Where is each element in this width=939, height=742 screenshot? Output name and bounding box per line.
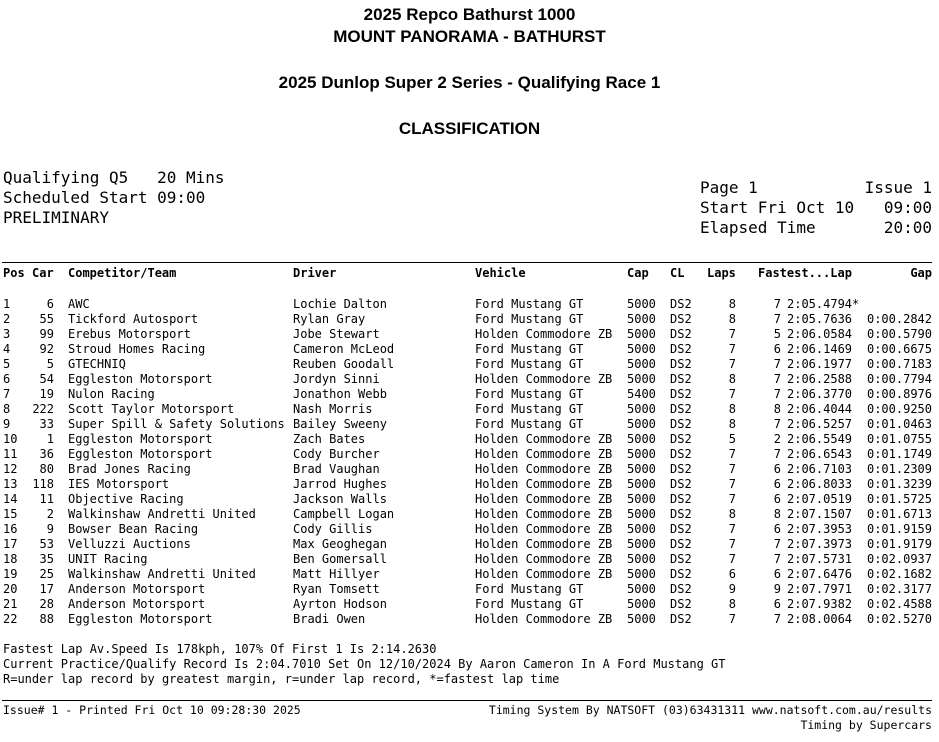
vehicle-cell: Holden Commodore ZB	[475, 477, 613, 491]
vehicle-cell: Ford Mustang GT	[475, 297, 584, 311]
table-row	[0, 477, 939, 492]
fastest-lap-number-cell: 7	[773, 537, 781, 551]
team-cell: Eggleston Motorsport	[68, 432, 213, 446]
gap-cell: 0:01.2309	[866, 462, 932, 476]
fastest-lap-time-cell: 2:07.3973	[787, 537, 853, 551]
cap-cell: 5000	[627, 327, 656, 341]
fastest-lap-time-cell: 2:08.0064	[787, 612, 853, 626]
class-cell: DS2	[670, 582, 692, 596]
col-vehicle: Vehicle	[475, 266, 526, 280]
class-cell: DS2	[670, 297, 692, 311]
laps-cell: 8	[728, 507, 736, 521]
vehicle-cell: Holden Commodore ZB	[475, 567, 613, 581]
class-cell: DS2	[670, 312, 692, 326]
fastest-lap-time-cell: 2:06.1469	[787, 342, 853, 356]
laps-cell: 8	[728, 417, 736, 431]
cap-cell: 5000	[627, 402, 656, 416]
team-cell: Eggleston Motorsport	[68, 372, 213, 386]
table-row	[0, 417, 939, 432]
table-row	[0, 402, 939, 417]
fastest-lap-number-cell: 9	[773, 582, 781, 596]
pos-cell: 13	[3, 477, 18, 491]
vehicle-cell: Holden Commodore ZB	[475, 612, 613, 626]
driver-cell: Cody Gillis	[293, 522, 373, 536]
class-cell: DS2	[670, 387, 692, 401]
session-info: Qualifying Q5 20 Mins	[3, 168, 225, 187]
gap-cell: 0:00.2842	[866, 312, 932, 326]
pos-cell: 11	[3, 447, 18, 461]
car-number-cell: 6	[46, 297, 54, 311]
class-cell: DS2	[670, 417, 692, 431]
team-cell: Walkinshaw Andretti United	[68, 567, 256, 581]
pos-cell: 15	[3, 507, 18, 521]
laps-cell: 7	[728, 387, 736, 401]
table-row	[0, 357, 939, 372]
driver-cell: Ben Gomersall	[293, 552, 387, 566]
cap-cell: 5000	[627, 537, 656, 551]
car-number-cell: 99	[39, 327, 54, 341]
pos-cell: 8	[3, 402, 11, 416]
vehicle-cell: Ford Mustang GT	[475, 387, 584, 401]
fastest-lap-time-cell: 2:07.0519	[787, 492, 853, 506]
laps-cell: 7	[728, 552, 736, 566]
cap-cell: 5000	[627, 357, 656, 371]
table-row	[0, 597, 939, 612]
class-cell: DS2	[670, 597, 692, 611]
venue-title: MOUNT PANORAMA - BATHURST	[333, 27, 606, 46]
laps-cell: 7	[728, 447, 736, 461]
laps-cell: 9	[728, 582, 736, 596]
elapsed-value: 20:00	[883, 218, 932, 237]
vehicle-cell: Ford Mustang GT	[475, 312, 584, 326]
col-gap: Gap	[910, 266, 932, 280]
start-label: Start Fri Oct 10	[700, 198, 855, 217]
table-row	[0, 582, 939, 597]
cap-cell: 5000	[627, 522, 656, 536]
car-number-cell: 2	[46, 507, 54, 521]
driver-cell: Bradi Owen	[293, 612, 366, 626]
team-cell: Objective Racing	[68, 492, 184, 506]
laps-cell: 7	[728, 477, 736, 491]
col-fastest-lap: Fastest...Lap	[758, 266, 852, 280]
fastest-lap-number-cell: 6	[773, 522, 781, 536]
gap-cell: 0:01.0755	[866, 432, 932, 446]
fastest-lap-number-cell: 7	[773, 357, 781, 371]
car-number-cell: 55	[39, 312, 54, 326]
fastest-lap-time-cell: 2:06.7103	[787, 462, 853, 476]
pos-cell: 2	[3, 312, 11, 326]
fastest-lap-time-cell: 2:06.5257	[787, 417, 853, 431]
fastest-lap-time-cell: 2:06.4044	[787, 402, 853, 416]
car-number-cell: 19	[39, 387, 54, 401]
gap-cell: 0:01.5725	[866, 492, 932, 506]
pos-cell: 7	[3, 387, 11, 401]
driver-cell: Rylan Gray	[293, 312, 366, 326]
cap-cell: 5000	[627, 417, 656, 431]
timing-by: Timing by Supercars	[800, 718, 932, 732]
car-number-cell: 33	[39, 417, 54, 431]
table-row	[0, 612, 939, 627]
vehicle-cell: Holden Commodore ZB	[475, 372, 613, 386]
vehicle-cell: Ford Mustang GT	[475, 597, 584, 611]
gap-cell: 0:00.8976	[866, 387, 932, 401]
driver-cell: Cameron McLeod	[293, 342, 395, 356]
driver-cell: Ayrton Hodson	[293, 597, 387, 611]
page-number: Page 1	[700, 178, 758, 197]
fastest-lap-time-cell: 2:06.0584	[787, 327, 853, 341]
col-cl: CL	[670, 266, 685, 280]
cap-cell: 5000	[627, 432, 656, 446]
car-number-cell: 35	[39, 552, 54, 566]
team-cell: Stroud Homes Racing	[68, 342, 206, 356]
fastest-lap-time-cell: 2:06.8033	[787, 477, 853, 491]
laps-cell: 7	[728, 492, 736, 506]
table-row	[0, 492, 939, 507]
vehicle-cell: Ford Mustang GT	[475, 357, 584, 371]
cap-cell: 5000	[627, 372, 656, 386]
series-title: 2025 Dunlop Super 2 Series - Qualifying Race 1	[278, 73, 661, 92]
cap-cell: 5000	[627, 507, 656, 521]
driver-cell: Bailey Sweeny	[293, 417, 387, 431]
laps-cell: 6	[728, 567, 736, 581]
pos-cell: 9	[3, 417, 11, 431]
fastest-lap-time-cell: 2:07.6476	[787, 567, 853, 581]
vehicle-cell: Holden Commodore ZB	[475, 492, 613, 506]
pos-cell: 10	[3, 432, 18, 446]
driver-cell: Lochie Dalton	[293, 297, 387, 311]
driver-cell: Nash Morris	[293, 402, 373, 416]
pos-cell: 1	[3, 297, 11, 311]
gap-cell: 0:00.6675	[866, 342, 932, 356]
car-number-cell: 53	[39, 537, 54, 551]
cap-cell: 5000	[627, 567, 656, 581]
pos-cell: 22	[3, 612, 18, 626]
driver-cell: Jackson Walls	[293, 492, 387, 506]
gap-cell: 0:02.5270	[866, 612, 932, 626]
team-cell: Tickford Autosport	[68, 312, 199, 326]
fastest-lap-number-cell: 6	[773, 477, 781, 491]
fastest-lap-number-cell: 5	[773, 327, 781, 341]
car-number-cell: 92	[39, 342, 54, 356]
fastest-lap-time-cell: 2:06.5549	[787, 432, 853, 446]
fastest-lap-time-cell: 2:07.9382	[787, 597, 853, 611]
header-divider	[2, 262, 932, 263]
team-cell: Walkinshaw Andretti United	[68, 507, 256, 521]
team-cell: AWC	[68, 297, 90, 311]
class-cell: DS2	[670, 462, 692, 476]
gap-cell: 0:02.1682	[866, 567, 932, 581]
team-cell: Scott Taylor Motorsport	[68, 402, 235, 416]
fastest-lap-time-cell: 2:06.2588	[787, 372, 853, 386]
fastest-lap-number-cell: 7	[773, 612, 781, 626]
fastest-lap-number-cell: 7	[773, 312, 781, 326]
section-title: CLASSIFICATION	[398, 119, 541, 138]
gap-cell: 0:01.0463	[866, 417, 932, 431]
gap-cell: 0:02.3177	[866, 582, 932, 596]
team-cell: Eggleston Motorsport	[68, 447, 213, 461]
laps-cell: 8	[728, 402, 736, 416]
cap-cell: 5000	[627, 597, 656, 611]
table-row	[0, 522, 939, 537]
class-cell: DS2	[670, 552, 692, 566]
car-number-cell: 25	[39, 567, 54, 581]
vehicle-cell: Holden Commodore ZB	[475, 537, 613, 551]
fastest-lap-time-cell: 2:07.3953	[787, 522, 853, 536]
vehicle-cell: Holden Commodore ZB	[475, 507, 613, 521]
car-number-cell: 5	[46, 357, 54, 371]
fastest-lap-time-cell: 2:06.1977	[787, 357, 853, 371]
pos-cell: 20	[3, 582, 18, 596]
gap-cell: 0:01.6713	[866, 507, 932, 521]
pos-cell: 3	[3, 327, 11, 341]
gap-cell: 0:01.3239	[866, 477, 932, 491]
pos-cell: 21	[3, 597, 18, 611]
laps-cell: 8	[728, 312, 736, 326]
pos-cell: 5	[3, 357, 11, 371]
team-cell: Brad Jones Racing	[68, 462, 191, 476]
issue-number: Issue 1	[864, 178, 932, 197]
fastest-lap-number-cell: 6	[773, 567, 781, 581]
laps-cell: 7	[728, 537, 736, 551]
table-row	[0, 447, 939, 462]
fastest-lap-time-cell: 2:05.7636	[787, 312, 853, 326]
vehicle-cell: Ford Mustang GT	[475, 417, 584, 431]
laps-cell: 8	[728, 597, 736, 611]
cap-cell: 5000	[627, 552, 656, 566]
car-number-cell: 88	[39, 612, 54, 626]
table-row	[0, 342, 939, 357]
cap-cell: 5000	[627, 447, 656, 461]
fastest-lap-number-cell: 7	[773, 417, 781, 431]
car-number-cell: 80	[39, 462, 54, 476]
event-title: 2025 Repco Bathurst 1000	[363, 5, 576, 24]
pos-cell: 17	[3, 537, 18, 551]
record-note: Current Practice/Qualify Record Is 2:04.7010 Set On 12/10/2024 By Aaron Cameron In A Ford Mustang GT	[3, 657, 726, 671]
driver-cell: Reuben Goodall	[293, 357, 395, 371]
cap-cell: 5000	[627, 342, 656, 356]
fastest-lap-time-cell: 2:07.5731	[787, 552, 853, 566]
laps-cell: 7	[728, 342, 736, 356]
status-label: PRELIMINARY	[3, 208, 109, 227]
table-row	[0, 567, 939, 582]
team-cell: Eggleston Motorsport	[68, 612, 213, 626]
gap-cell: 0:00.7183	[866, 357, 932, 371]
fastest-lap-number-cell: 7	[773, 372, 781, 386]
issue-printed: Issue# 1 - Printed Fri Oct 10 09:28:30 2025	[3, 703, 301, 717]
class-cell: DS2	[670, 357, 692, 371]
team-cell: Erebus Motorsport	[68, 327, 191, 341]
start-time: 09:00	[883, 198, 932, 217]
pos-cell: 12	[3, 462, 18, 476]
pos-cell: 14	[3, 492, 18, 506]
fastest-lap-number-cell: 6	[773, 462, 781, 476]
team-cell: Nulon Racing	[68, 387, 155, 401]
team-cell: IES Motorsport	[68, 477, 170, 491]
fastest-lap-time-cell: 2:07.1507	[787, 507, 853, 521]
table-row	[0, 537, 939, 552]
vehicle-cell: Holden Commodore ZB	[475, 327, 613, 341]
table-row	[0, 297, 939, 312]
car-number-cell: 118	[32, 477, 54, 491]
fastest-lap-number-cell: 7	[773, 552, 781, 566]
team-cell: Anderson Motorsport	[68, 582, 206, 596]
scheduled-start: Scheduled Start 09:00	[3, 188, 206, 207]
laps-cell: 8	[728, 297, 736, 311]
gap-cell: 0:01.9179	[866, 537, 932, 551]
legend-note: R=under lap record by greatest margin, r=under lap record, *=fastest lap time	[3, 672, 560, 686]
pos-cell: 6	[3, 372, 11, 386]
gap-cell: 0:00.9250	[866, 402, 932, 416]
gap-cell: 0:00.5790	[866, 327, 932, 341]
class-cell: DS2	[670, 522, 692, 536]
gap-cell: 0:00.7794	[866, 372, 932, 386]
fastest-lap-number-cell: 6	[773, 597, 781, 611]
cap-cell: 5400	[627, 387, 656, 401]
fastest-lap-number-cell: 8	[773, 507, 781, 521]
class-cell: DS2	[670, 567, 692, 581]
class-cell: DS2	[670, 402, 692, 416]
table-row	[0, 432, 939, 447]
table-row	[0, 312, 939, 327]
driver-cell: Jarrod Hughes	[293, 477, 387, 491]
fastest-lap-time-cell: 2:07.7971	[787, 582, 853, 596]
fastest-lap-number-cell: 6	[773, 492, 781, 506]
driver-cell: Jonathon Webb	[293, 387, 387, 401]
table-row	[0, 462, 939, 477]
vehicle-cell: Holden Commodore ZB	[475, 462, 613, 476]
class-cell: DS2	[670, 447, 692, 461]
cap-cell: 5000	[627, 312, 656, 326]
team-cell: Anderson Motorsport	[68, 597, 206, 611]
table-row	[0, 372, 939, 387]
gap-cell: 0:02.4588	[866, 597, 932, 611]
cap-cell: 5000	[627, 492, 656, 506]
laps-cell: 7	[728, 357, 736, 371]
timing-system: Timing System By NATSOFT (03)63431311 www.natsoft.com.au/results	[488, 703, 932, 717]
table-row	[0, 552, 939, 567]
team-cell: Bowser Bean Racing	[68, 522, 199, 536]
fastest-lap-number-cell: 6	[773, 342, 781, 356]
cap-cell: 5000	[627, 462, 656, 476]
laps-cell: 7	[728, 612, 736, 626]
cap-cell: 5000	[627, 477, 656, 491]
pos-cell: 16	[3, 522, 18, 536]
team-cell: Super Spill & Safety Solutions	[68, 417, 285, 431]
fastest-speed-note: Fastest Lap Av.Speed Is 178kph, 107% Of First 1 Is 2:14.2630	[3, 642, 437, 656]
driver-cell: Matt Hillyer	[293, 567, 380, 581]
car-number-cell: 11	[39, 492, 54, 506]
fastest-lap-number-cell: 7	[773, 387, 781, 401]
driver-cell: Max Geoghegan	[293, 537, 387, 551]
laps-cell: 7	[728, 462, 736, 476]
gap-cell: 0:02.0937	[866, 552, 932, 566]
class-cell: DS2	[670, 612, 692, 626]
driver-cell: Campbell Logan	[293, 507, 395, 521]
pos-cell: 18	[3, 552, 18, 566]
pos-cell: 19	[3, 567, 18, 581]
cap-cell: 5000	[627, 297, 656, 311]
vehicle-cell: Ford Mustang GT	[475, 402, 584, 416]
team-cell: UNIT Racing	[68, 552, 148, 566]
vehicle-cell: Ford Mustang GT	[475, 582, 584, 596]
laps-cell: 5	[728, 432, 736, 446]
gap-cell: 0:01.9159	[866, 522, 932, 536]
car-number-cell: 17	[39, 582, 54, 596]
driver-cell: Ryan Tomsett	[293, 582, 380, 596]
footer-divider	[2, 700, 932, 701]
col-laps: Laps	[707, 266, 736, 280]
laps-cell: 7	[728, 327, 736, 341]
vehicle-cell: Holden Commodore ZB	[475, 522, 613, 536]
col-car: Car	[32, 266, 54, 280]
class-cell: DS2	[670, 432, 692, 446]
driver-cell: Jordyn Sinni	[293, 372, 380, 386]
table-row	[0, 507, 939, 522]
col-pos: Pos	[3, 266, 25, 280]
car-number-cell: 28	[39, 597, 54, 611]
vehicle-cell: Holden Commodore ZB	[475, 447, 613, 461]
table-row	[0, 327, 939, 342]
fastest-lap-time-cell: 2:06.6543	[787, 447, 853, 461]
car-number-cell: 1	[46, 432, 54, 446]
vehicle-cell: Holden Commodore ZB	[475, 432, 613, 446]
vehicle-cell: Ford Mustang GT	[475, 342, 584, 356]
fastest-lap-number-cell: 7	[773, 447, 781, 461]
team-cell: GTECHNIQ	[68, 357, 126, 371]
car-number-cell: 222	[32, 402, 54, 416]
driver-cell: Brad Vaughan	[293, 462, 380, 476]
cap-cell: 5000	[627, 612, 656, 626]
class-cell: DS2	[670, 327, 692, 341]
pos-cell: 4	[3, 342, 11, 356]
fastest-lap-number-cell: 2	[773, 432, 781, 446]
gap-cell: 0:01.1749	[866, 447, 932, 461]
fastest-lap-time-cell: 2:06.3770	[787, 387, 853, 401]
fastest-lap-number-cell: 8	[773, 402, 781, 416]
team-cell: Velluzzi Auctions	[68, 537, 191, 551]
driver-cell: Zach Bates	[293, 432, 366, 446]
class-cell: DS2	[670, 477, 692, 491]
class-cell: DS2	[670, 342, 692, 356]
table-row	[0, 387, 939, 402]
car-number-cell: 9	[46, 522, 54, 536]
car-number-cell: 36	[39, 447, 54, 461]
class-cell: DS2	[670, 507, 692, 521]
fastest-lap-time-cell: 2:05.4794*	[787, 297, 860, 311]
class-cell: DS2	[670, 372, 692, 386]
col-team: Competitor/Team	[68, 266, 177, 280]
vehicle-cell: Holden Commodore ZB	[475, 552, 613, 566]
driver-cell: Cody Burcher	[293, 447, 380, 461]
driver-cell: Jobe Stewart	[293, 327, 380, 341]
col-cap: Cap	[627, 266, 649, 280]
fastest-lap-number-cell: 7	[773, 297, 781, 311]
col-driver: Driver	[293, 266, 337, 280]
car-number-cell: 54	[39, 372, 54, 386]
laps-cell: 7	[728, 522, 736, 536]
class-cell: DS2	[670, 537, 692, 551]
laps-cell: 8	[728, 372, 736, 386]
class-cell: DS2	[670, 492, 692, 506]
elapsed-label: Elapsed Time	[700, 218, 816, 237]
cap-cell: 5000	[627, 582, 656, 596]
